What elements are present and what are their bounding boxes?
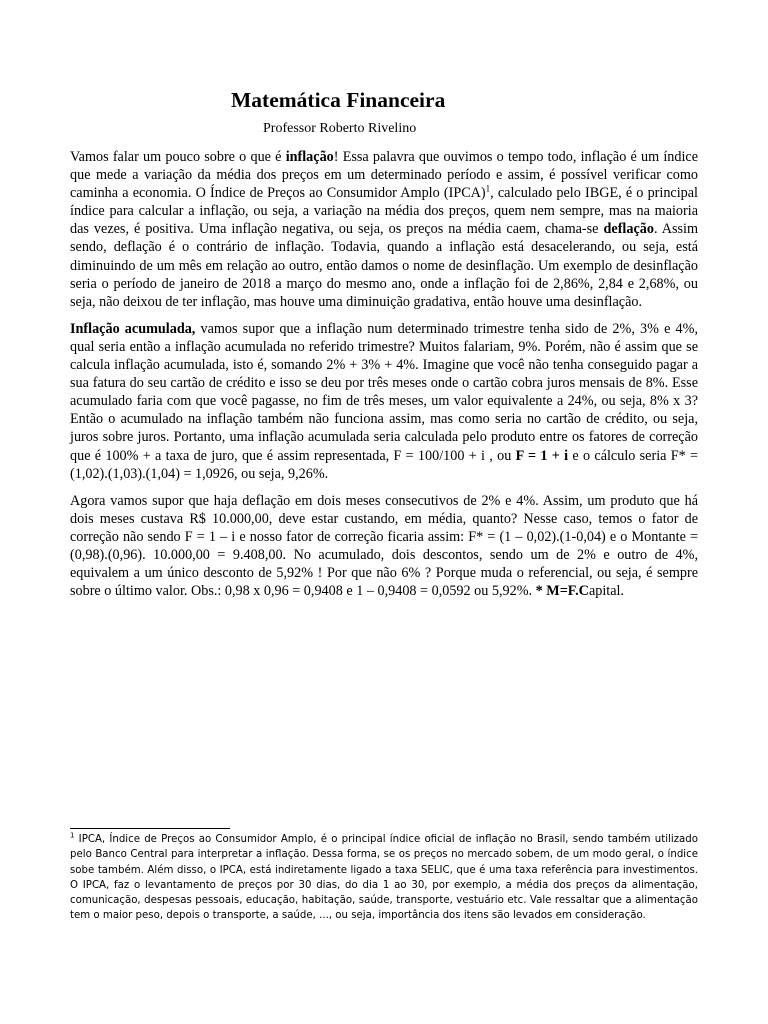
paragraph-inflation xyxy=(70,148,698,311)
footnote-text: IPCA, Índice de Preços ao Consumidor Amplo, é o principal índice oficial de inflação no Brasil, sendo também utilizado pelo Banco Central para interpretar a inflação. Dessa forma, se os preços no mercado sobem, de um modo geral, o índice sobe também. Além disso, o IPCA, está indiretamente ligado a taxa SELIC, que é uma taxa referência para investimentos. O IPCA, faz o levantamento de preços por 30 dias, do dia 1 ao 30, por exemplo, a média dos preços da alimentação, comunicação, despesas pessoais, educação, habitação, saúde, transporte, vestuário etc. Vale ressaltar que a alimentação tem o maior peso, depois o transporte, a saúde, ..., ou seja, importância dos itens são levados em consideração. xyxy=(70,834,698,922)
paragraph-text: apital. xyxy=(588,583,624,600)
paragraph-text: , calculado pelo IBGE, é o principal índice para calcular a inflação, ou seja, a variação na média dos preços, quem nem sempre, mas na maioria das vezes, é positiva. Uma inflação negativa, ou seja, os preços na média caem, chama-se xyxy=(70,185,698,238)
paragraph-text: Agora vamos supor que haja deflação em dois meses consecutivos de 2% e 4%. Assim, um produto que há dois meses custava R$ 10.000,00, deve estar custando, em média, quanto? Nesse caso, temos o fator de correção não sendo F = 1 – i e nosso fator de correção ficaria assim: F* = (1 – 0,02).(1-0,04) e o Montante = (0,98).(0,96). 10.000,00 = 9.408,00. No acumulado, dois descontos, sendo um de 2% e outro de 4%, equivalem a um único desconto de 5,92% ! Por que não 6% ? Porque muda o referencial, ou seja, é sempre sobre o último valor. Obs.: 0,98 x 0,96 = 0,9408 e 1 – 0,9408 = 0,0592 ou 5,92%. xyxy=(70,492,698,600)
formula-correction-factor: F = 1 + i xyxy=(515,447,569,464)
paragraph-text: . Assim sendo, deflação é o contrário de inflação. Todavia, quando a inflação está desacelerando, ou seja, está diminuindo de um mês em relação ao outro, então damos o nome de desinflação. Um exemplo de desinflação seria o período de janeiro de 2018 a março do mesmo ano, onde a inflação foi de 2,86%, 2,84 e 2,68%, ou seja, não deixou de ter inflação, mas houve uma diminuição gradativa, então houve uma desinflação. xyxy=(70,221,698,310)
author-line: Professor Roberto Rivelino xyxy=(263,121,417,136)
footnote xyxy=(70,832,698,924)
paragraph-text: e o cálculo seria F* = (1,02).(1,03).(1,04) = 1,0926, ou seja, 9,26%. xyxy=(70,447,699,482)
paragraph-text: Vamos falar um pouco sobre o que é xyxy=(70,149,286,165)
term-deflacao: deflação xyxy=(603,221,654,238)
formula-montante: * M=F.C xyxy=(535,583,589,600)
paragraph-accumulated-inflation xyxy=(70,320,698,483)
document-body xyxy=(70,148,698,609)
footnote-separator xyxy=(70,828,230,829)
paragraph-deflation-example xyxy=(70,492,698,601)
paragraph-text: vamos supor que a inflação num determinado trimestre tenha sido de 2%, 3% e 4%, qual seria então a inflação acumulada no referido trimestre? Muitos falariam, 9%. Porém, não é assim que se calcula inflação acumulada, isto é, somando 2% + 3% + 4%. Imagine que você não tenha conseguido pagar a sua fatura do seu cartão de crédito e isso se deu por três meses onde o cartão cobra juros mensais de 8%. Esse acumulado faria com que você pagasse, no fim de três meses, um valor equivalente a 24%, ou seja, 8% x 3? Então o acumulado na inflação também não funciona assim, mas como seria no cartão de crédito, ou seja, juros sobre juros. Portanto, uma inflação acumulada seria calculada pelo produto entre os fatores de correção que é 100% + a taxa de juro, que é assim representada, F = 100/100 + i , ou xyxy=(70,320,698,464)
page-title: Matemática Financeira xyxy=(231,88,446,112)
term-inflacao-acumulada: Inflação acumulada, xyxy=(70,320,196,337)
paragraph-text: ! Essa palavra que ouvimos o tempo todo, inflação é um índice que mede a variação da média dos preços em um determinado período e assim, é possível verificar como caminha a economia. O Índice de Preços ao Consumidor Amplo (IPCA) xyxy=(70,149,699,202)
footnote-marker: 1 xyxy=(70,831,75,840)
term-inflacao: inflação xyxy=(285,149,334,165)
footnote-reference[interactable]: 1 xyxy=(485,183,491,194)
